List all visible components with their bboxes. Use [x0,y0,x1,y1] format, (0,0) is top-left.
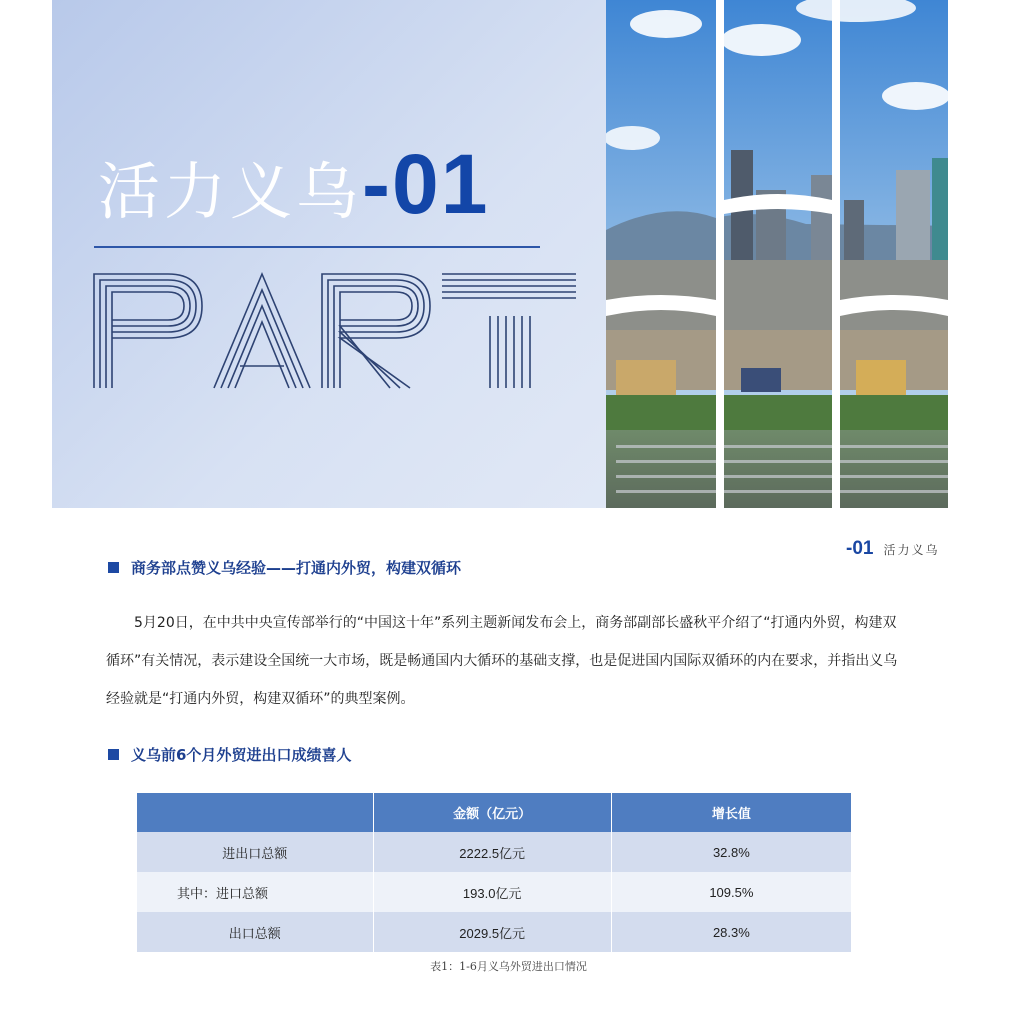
letter-p [94,274,202,388]
heading-square-icon [108,749,119,760]
letter-a [214,274,310,388]
row-amount: 2222.5亿元 [373,832,611,872]
row-label: 进出口总额 [137,832,373,872]
section-1-paragraph: 5月20日，在中共中央宣传部举行的“中国这十年”系列主题新闻发布会上，商务部副部长盛秋平介绍了“打通内外贸，构建双循环”有关情况，表示建设全国统一大市场，既是畅通国内大循环的基础支撑，也是促进国内国际双循环的内在要求，并指出义乌经验就是“打通内外贸，构建双循环”的典型案例。 [106,615,898,707]
heading-square-icon [108,562,119,573]
table-caption: 表1：1-6月义乌外贸进出口情况 [430,960,587,973]
page-tag-label: 活力义乌 [883,543,940,557]
banner-title-text: 活力义乌 [98,155,363,228]
row-label: 出口总额 [137,912,373,952]
table-header-cell: 金额（亿元） [373,793,611,832]
section-heading-2 [108,744,351,765]
row-growth: 109.5% [611,872,851,912]
banner-title-number: -01 [362,137,490,231]
letter-t [442,274,576,388]
banner-title [98,137,490,231]
part-graphic [90,270,600,396]
row-amount: 193.0亿元 [373,872,611,912]
table-header-cell [137,793,373,832]
table-row [137,912,851,952]
row-label: 其中：进口总额 [137,872,373,912]
row-growth: 28.3% [611,912,851,952]
banner-divider [94,246,540,248]
row-growth: 32.8% [611,832,851,872]
city-photo-collage [606,0,964,508]
row-amount: 2029.5亿元 [373,912,611,952]
section-heading-1-text: 商务部点赞义乌经验——打通内外贸，构建双循环 [131,559,462,577]
letter-r [322,274,430,388]
table-row [137,832,851,872]
hero-banner [52,0,964,508]
section-heading-1 [108,557,461,578]
section-heading-2-text: 义乌前6个月外贸进出口成绩喜人 [131,746,352,764]
trade-table [137,793,851,952]
table-header-row [137,793,851,832]
page-tag [846,538,939,560]
table-header-cell: 增长值 [611,793,851,832]
page-tag-number: -01 [846,538,874,559]
table-row [137,872,851,912]
